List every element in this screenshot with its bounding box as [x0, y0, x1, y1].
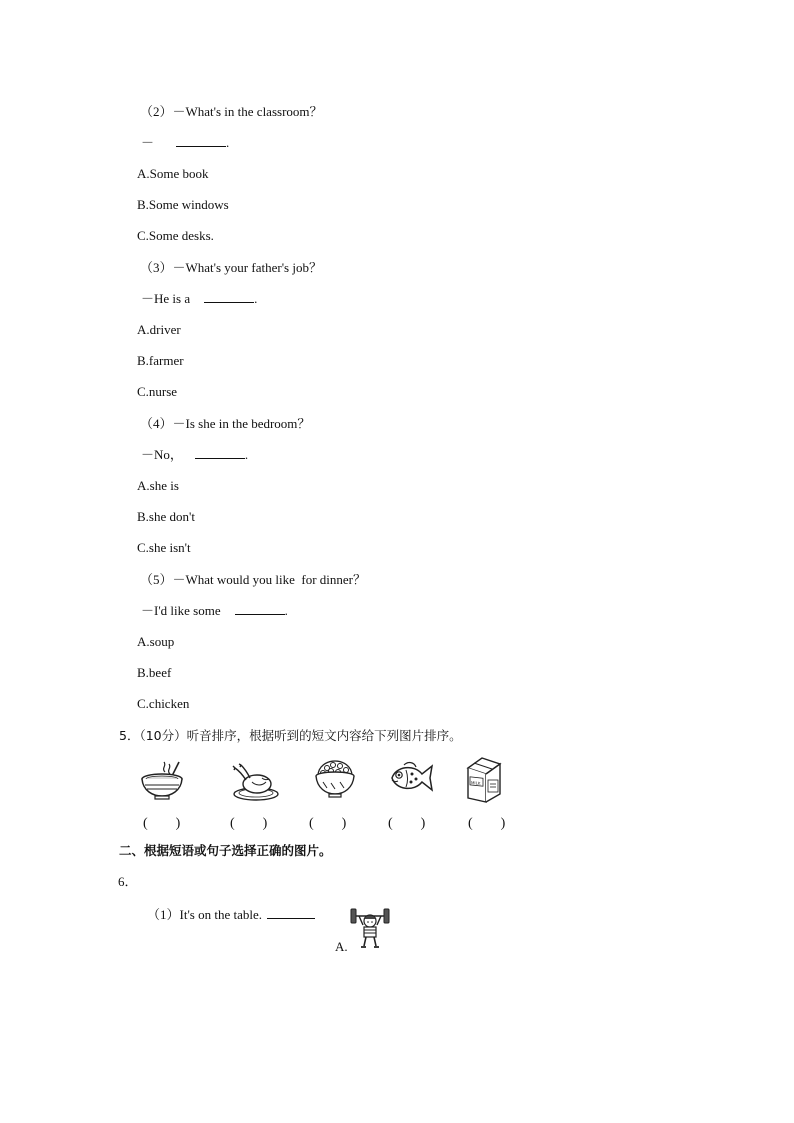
weightlifter-icon [349, 905, 391, 949]
item-1-text: （1）It's on the table. [147, 907, 262, 922]
question-3-option-c: C.nurse [137, 384, 178, 399]
answer-blank [235, 603, 285, 615]
ordering-bracket-1[interactable]: ( ) [143, 816, 181, 831]
answer-blank [176, 135, 226, 147]
part-2-heading: 二、根据短语或句子选择正确的图片。 [119, 843, 332, 858]
question-4-answer-line [141, 447, 248, 463]
ordering-bracket-3[interactable]: ( ) [309, 816, 347, 831]
question-6-number: 6． [118, 874, 138, 889]
fish-icon [386, 760, 434, 796]
question-5-option-b: B.beef [137, 665, 172, 680]
option-a-label: A. [335, 939, 348, 954]
soup-bowl-icon [139, 758, 185, 802]
question-2-answer-line [141, 135, 229, 151]
answer-blank[interactable] [267, 907, 315, 919]
rice-bowl-icon [313, 758, 357, 800]
answer-end: . [226, 135, 230, 150]
ordering-bracket-5[interactable]: ( ) [468, 816, 506, 831]
question-5-answer-line [141, 603, 288, 619]
question-4-option-b: B.she don't [137, 509, 195, 524]
question-3-option-a: A.driver [137, 322, 181, 337]
question-3-option-b: B.farmer [137, 353, 184, 368]
section-5-heading: 5．（10分）听音排序，根据听到的短文内容给下列图片排序。 [119, 728, 462, 743]
answer-blank [195, 447, 245, 459]
question-6-item-1 [147, 907, 315, 923]
ordering-bracket-4[interactable]: ( ) [388, 816, 426, 831]
answer-end: . [254, 291, 258, 306]
answer-end: . [244, 447, 249, 462]
question-2-option-a: A.Some book [137, 166, 209, 181]
question-5-option-c: C.chicken [137, 696, 190, 711]
answer-end: . [284, 603, 288, 618]
question-4-option-a: A.she is [137, 478, 179, 493]
question-4-option-c: C.she isn't [137, 540, 191, 555]
milk-carton-icon [462, 754, 506, 804]
roast-chicken-icon [232, 762, 280, 802]
question-4-prompt: （4）－Is she in the bedroom？ [140, 416, 311, 431]
question-2-option-b: B.Some windows [137, 197, 229, 212]
question-5-prompt: （5）－What would you like for dinner？ [140, 572, 367, 587]
question-3-answer-line [141, 291, 257, 307]
answer-prefix: －No， [141, 447, 183, 462]
answer-blank [204, 291, 254, 303]
question-2-option-c: C.Some desks. [137, 228, 214, 243]
answer-prefix: －He is a [141, 291, 191, 306]
carton-label: MILK [471, 779, 481, 786]
ordering-bracket-2[interactable]: ( ) [230, 816, 268, 831]
question-3-prompt: （3）－What's your father's job？ [140, 260, 322, 275]
answer-prefix: － [141, 135, 155, 150]
answer-prefix: －I'd like some [141, 603, 221, 618]
question-2-prompt: （2）－What's in the classroom？ [140, 104, 323, 119]
question-5-option-a: A.soup [137, 634, 175, 649]
